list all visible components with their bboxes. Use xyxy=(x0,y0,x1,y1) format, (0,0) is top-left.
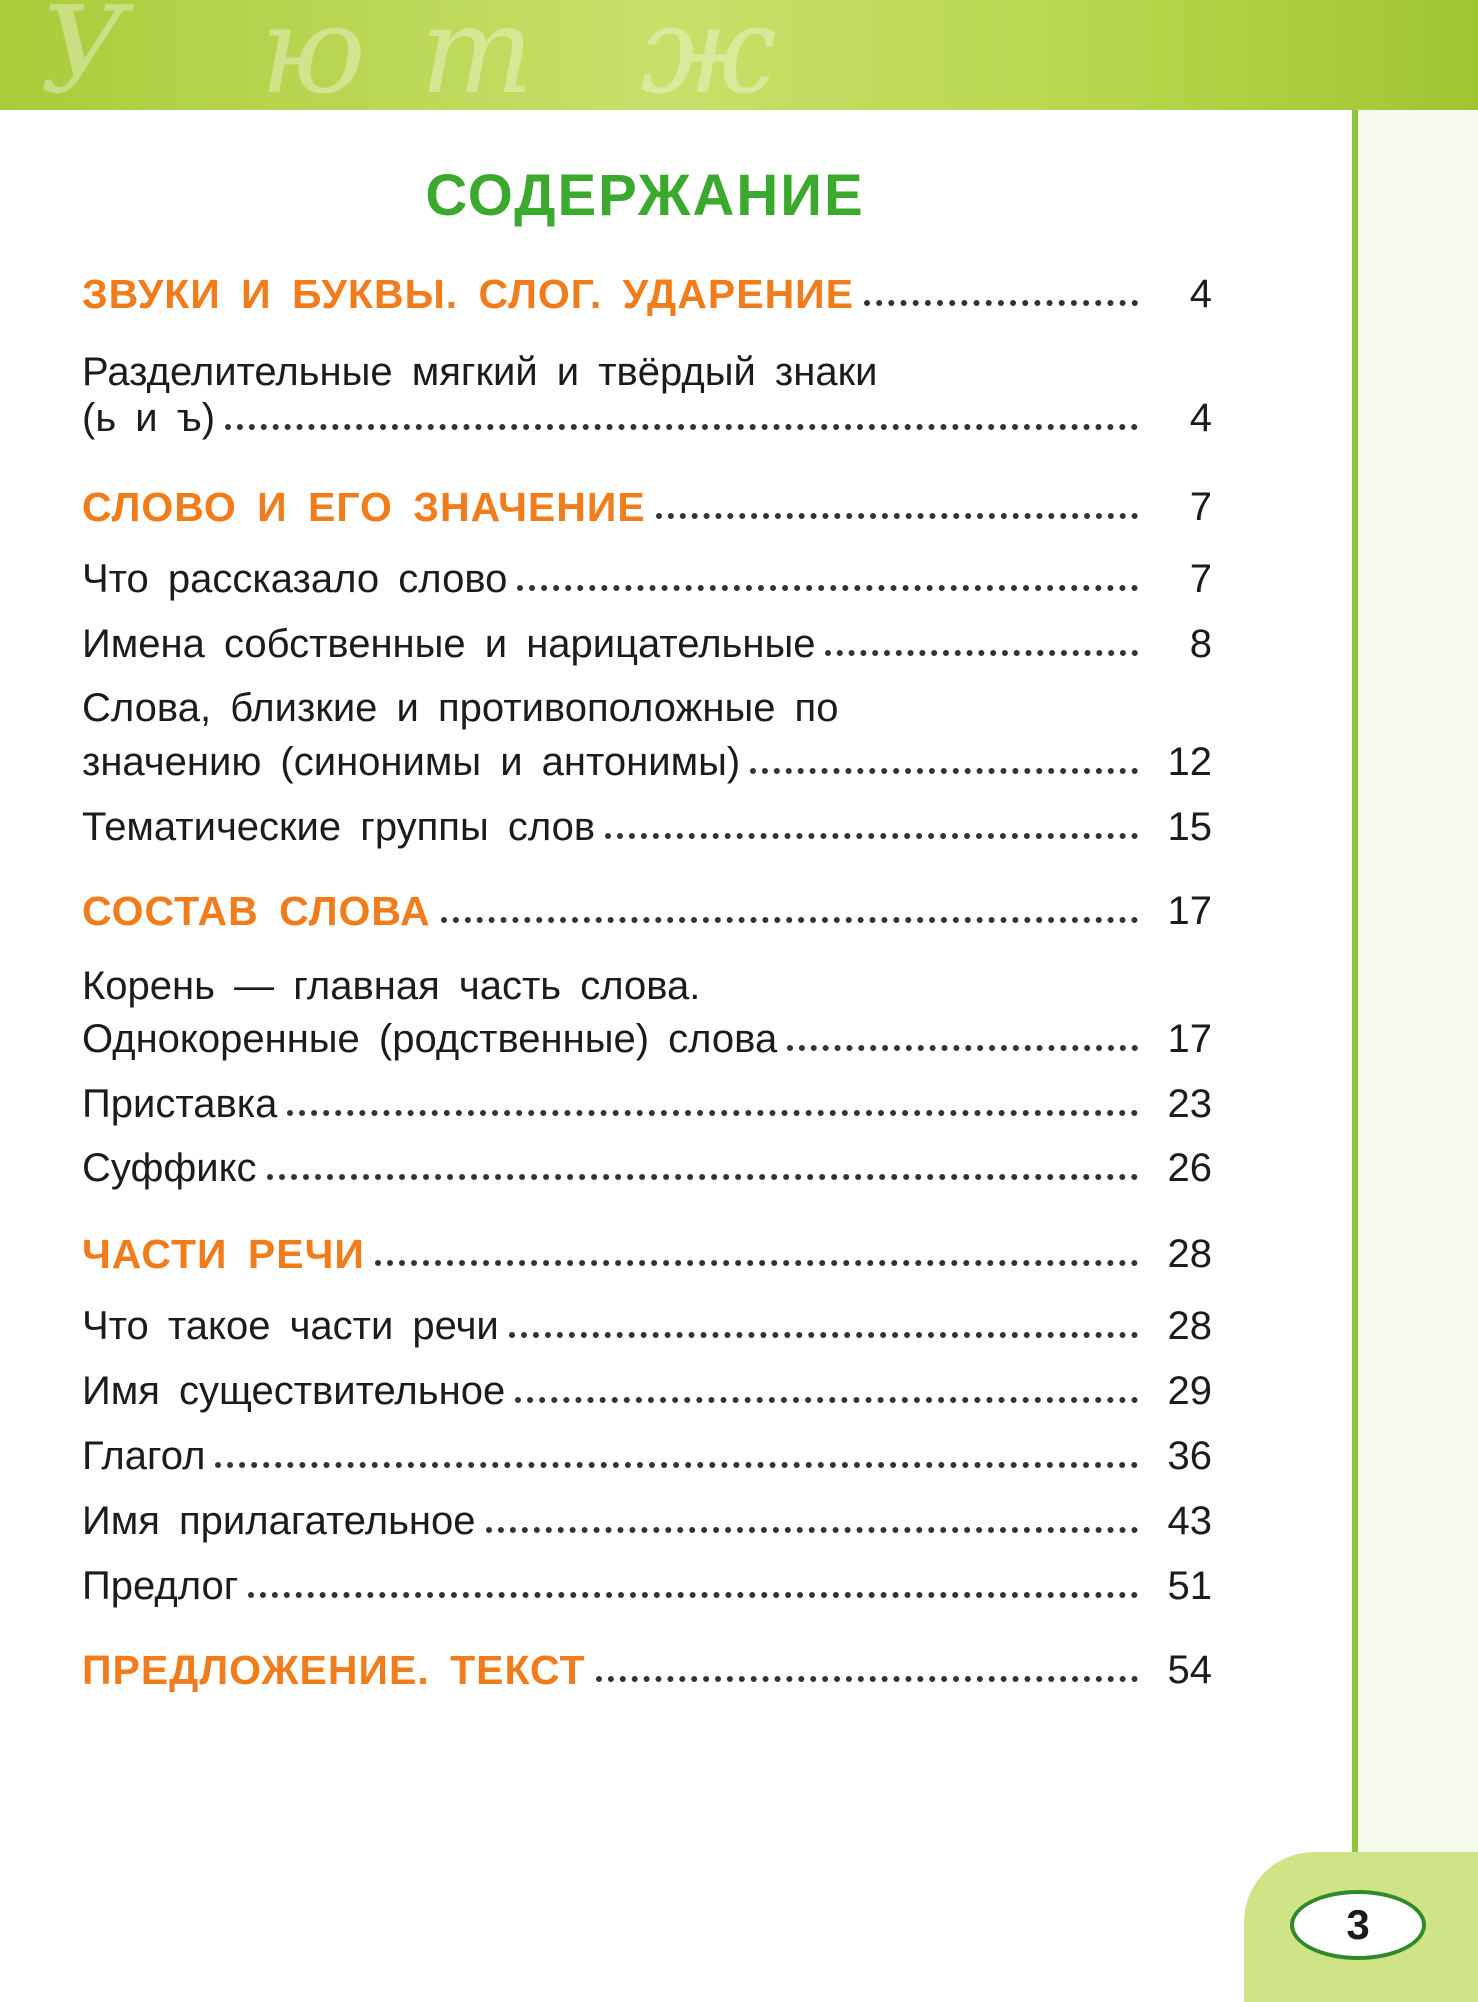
leader-dots xyxy=(596,1676,1138,1682)
toc-entry[interactable] xyxy=(82,1562,1212,1610)
toc-entry-title: Имя существительное xyxy=(82,1369,506,1413)
toc-entry[interactable] xyxy=(82,1497,1212,1545)
toc-page-number: 28 xyxy=(1167,1232,1212,1276)
decorative-letter-icon: ж xyxy=(640,0,777,121)
toc-entry-title: Имя прилагательное xyxy=(82,1499,476,1543)
leader-dots xyxy=(864,300,1138,306)
toc-entry-line1: Слова, близкие и противоположные по xyxy=(82,686,839,730)
toc-entry[interactable] xyxy=(82,1080,1212,1128)
toc-entry-title: Тематические группы слов xyxy=(82,805,596,849)
toc-entry-title: Что такое части речи xyxy=(82,1304,499,1348)
toc-entry-title: Суффикс xyxy=(82,1146,257,1190)
toc-entry-title: ЧАСТИ РЕЧИ xyxy=(82,1231,365,1277)
leader-dots xyxy=(486,1527,1139,1533)
toc-page-number: 43 xyxy=(1167,1499,1212,1543)
decorative-letter-icon: ю xyxy=(260,0,366,121)
toc-page-number: 17 xyxy=(1167,889,1212,933)
toc-page-number: 4 xyxy=(1189,272,1212,316)
toc-entry-title: Что рассказало слово xyxy=(82,557,508,601)
right-margin-line xyxy=(1352,110,1358,1900)
toc-section[interactable] xyxy=(82,483,1212,531)
toc-entry[interactable] xyxy=(82,803,1212,851)
toc-section[interactable] xyxy=(82,1646,1212,1694)
toc-entry[interactable] xyxy=(82,1015,1212,1063)
toc-entry[interactable] xyxy=(82,394,1212,442)
leader-dots xyxy=(287,1110,1138,1116)
top-decorative-band xyxy=(0,0,1478,121)
toc-page-number: 4 xyxy=(1189,396,1212,440)
toc-page-number: 26 xyxy=(1167,1146,1212,1190)
toc-entry-title: Приставка xyxy=(82,1082,278,1126)
leader-dots xyxy=(750,768,1138,774)
leader-dots xyxy=(215,1462,1138,1468)
toc-page-number: 7 xyxy=(1189,485,1212,529)
toc-entry-line1: Разделительные мягкий и твёрдый знаки xyxy=(82,350,878,394)
toc-entry-title: Имена собственные и нарицательные xyxy=(82,622,816,666)
toc-entry[interactable] xyxy=(82,738,1212,786)
toc-page-number: 17 xyxy=(1167,1017,1212,1061)
toc-page-number: 12 xyxy=(1167,740,1212,784)
toc-entry-title: Глагол xyxy=(82,1434,206,1478)
leader-dots xyxy=(656,513,1138,519)
toc-page-number: 7 xyxy=(1189,557,1212,601)
toc-page-number: 28 xyxy=(1167,1304,1212,1348)
leader-dots xyxy=(787,1045,1138,1051)
toc-page-number: 23 xyxy=(1167,1082,1212,1126)
toc-entry-title: ПРЕДЛОЖЕНИЕ. ТЕКСТ xyxy=(82,1647,586,1693)
decorative-letter-icon: У xyxy=(40,0,127,121)
toc-entry-title: ЗВУКИ И БУКВЫ. СЛОГ. УДАРЕНИЕ xyxy=(82,271,854,317)
leader-dots xyxy=(515,1397,1138,1403)
leader-dots xyxy=(225,424,1138,430)
toc-entry[interactable] xyxy=(82,1367,1212,1415)
toc-entry[interactable] xyxy=(82,555,1212,603)
toc-entry-line1: Корень — главная часть слова. xyxy=(82,964,701,1008)
page-number: 3 xyxy=(1290,1890,1426,1960)
toc-section[interactable] xyxy=(82,887,1212,935)
toc-entry-title: Предлог xyxy=(82,1564,239,1608)
leader-dots xyxy=(509,1332,1138,1338)
leader-dots xyxy=(441,917,1138,923)
toc-entry-title: СЛОВО И ЕГО ЗНАЧЕНИЕ xyxy=(82,484,646,530)
leader-dots xyxy=(267,1174,1138,1180)
toc-entry-title: Однокоренные (родственные) слова xyxy=(82,1017,778,1061)
toc-page-number: 54 xyxy=(1167,1648,1212,1692)
toc-entry[interactable] xyxy=(82,620,1212,668)
leader-dots xyxy=(517,585,1138,591)
leader-dots xyxy=(248,1592,1138,1598)
leader-dots xyxy=(605,833,1138,839)
leader-dots xyxy=(375,1260,1138,1266)
toc-entry[interactable] xyxy=(82,1432,1212,1480)
toc-page-number: 8 xyxy=(1189,622,1212,666)
toc-entry[interactable] xyxy=(82,1302,1212,1350)
toc-section[interactable] xyxy=(82,1230,1212,1278)
toc-page-number: 29 xyxy=(1167,1369,1212,1413)
decorative-letter-icon: т xyxy=(420,0,534,121)
toc-entry-title: значению (синонимы и антонимы) xyxy=(82,740,741,784)
toc-page-number: 51 xyxy=(1167,1564,1212,1608)
leader-dots xyxy=(825,650,1138,656)
toc-page-number: 36 xyxy=(1167,1434,1212,1478)
toc-page-number: 15 xyxy=(1167,805,1212,849)
toc-section[interactable] xyxy=(82,270,1212,318)
page-title: СОДЕРЖАНИЕ xyxy=(425,163,865,228)
toc-entry-title: СОСТАВ СЛОВА xyxy=(82,888,431,934)
right-margin-strip xyxy=(1358,110,1478,1870)
toc-entry[interactable] xyxy=(82,1144,1212,1192)
toc-entry-title: (ь и ъ) xyxy=(82,396,216,440)
